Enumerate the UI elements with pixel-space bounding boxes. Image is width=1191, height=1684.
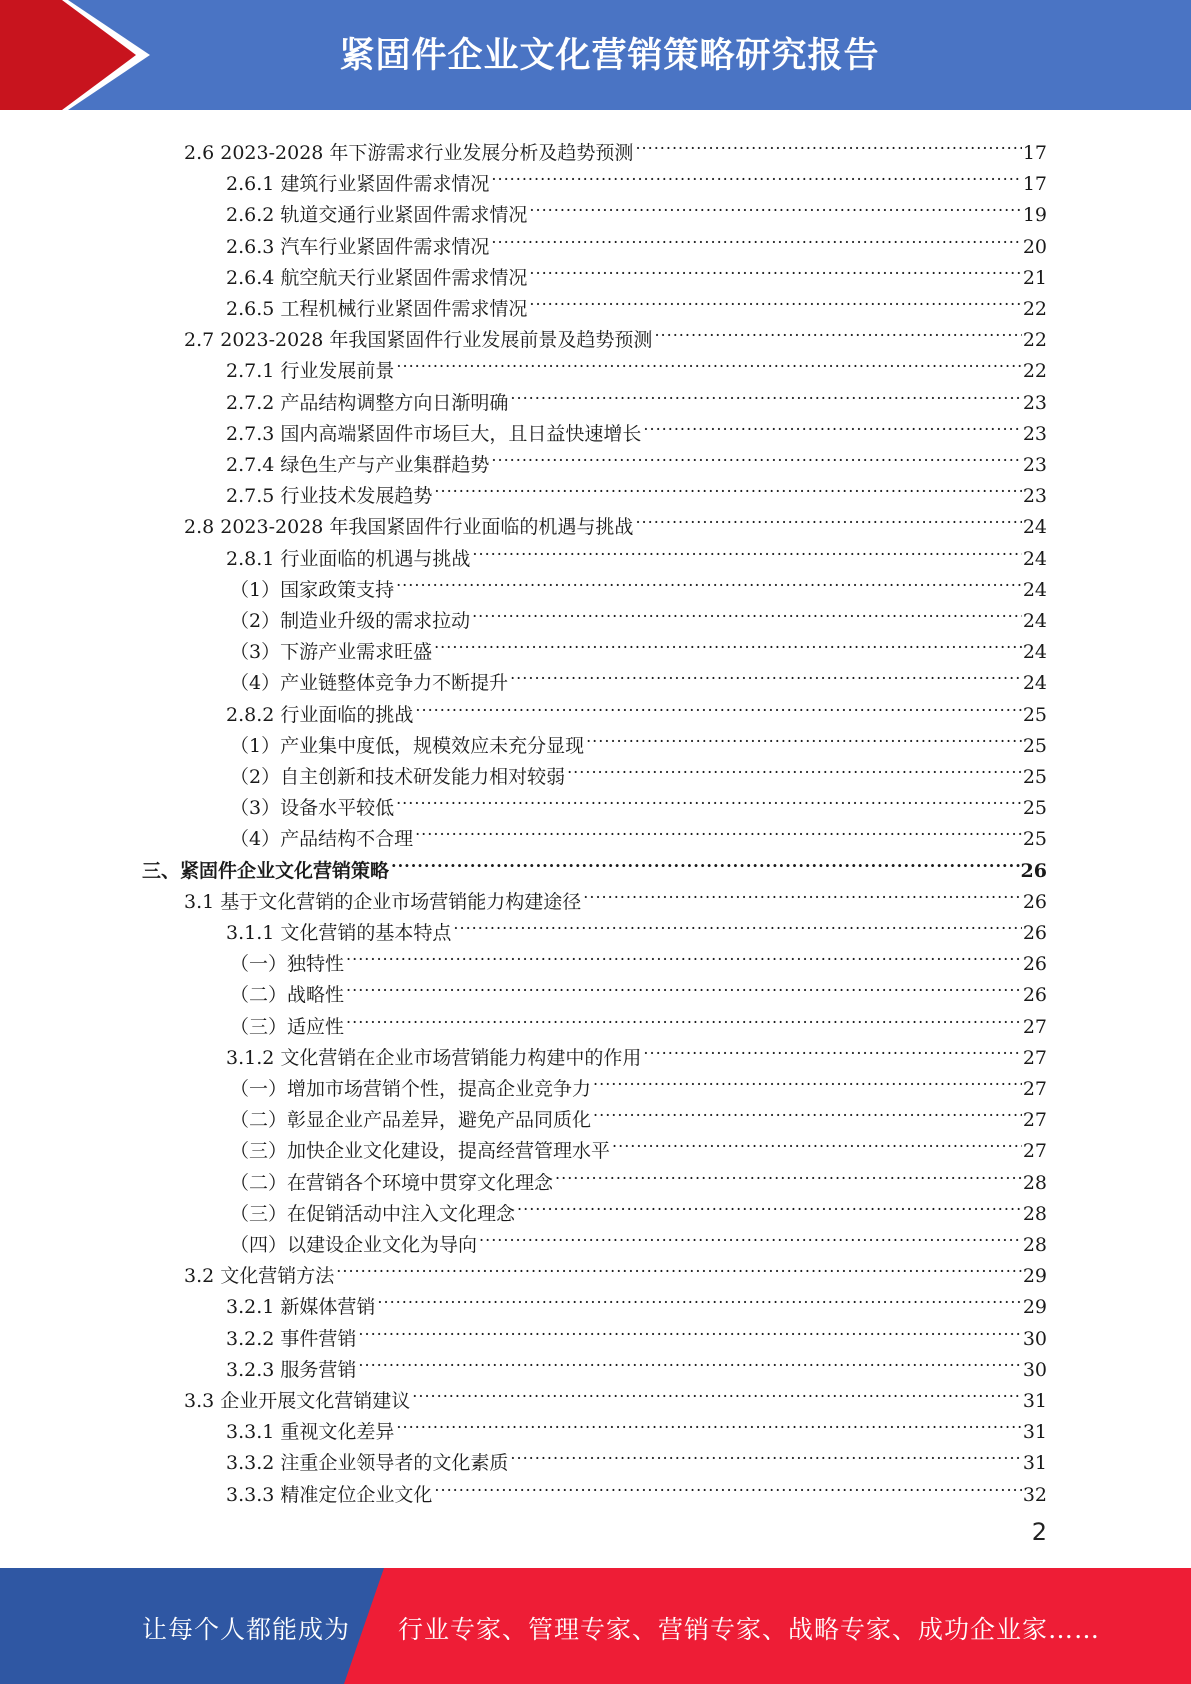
toc-entry-page: 32 — [1022, 1483, 1047, 1506]
toc-entry-page: 17 — [1022, 173, 1047, 196]
toc-entry-title: 2.6 2023-2028 年下游需求行业发展分析及趋势预测 — [184, 142, 634, 164]
toc-entry[interactable] — [226, 440, 1047, 476]
toc-leader-dots — [635, 502, 1021, 533]
toc-entry[interactable] — [230, 814, 1047, 851]
toc-entry[interactable] — [184, 128, 1047, 164]
toc-leader-dots — [517, 1189, 1022, 1220]
toc-entry[interactable] — [226, 346, 1047, 383]
toc-entry[interactable] — [230, 1002, 1047, 1038]
toc-leader-dots — [396, 783, 1022, 814]
toc-entry[interactable] — [230, 1095, 1047, 1132]
toc-entry-page: 24 — [1022, 547, 1047, 570]
toc-entry-page: 24 — [1022, 672, 1047, 695]
toc-leader-dots — [415, 814, 1022, 845]
toc-entry-page: 28 — [1022, 1234, 1047, 1256]
toc-leader-dots — [491, 222, 1021, 253]
toc-entry-page: 24 — [1022, 641, 1047, 664]
toc-entry[interactable] — [230, 565, 1047, 601]
toc-leader-dots — [593, 1095, 1022, 1126]
toc-entry-page: 25 — [1022, 797, 1047, 820]
toc-entry-title: 3.1 基于文化营销的企业市场营销能力构建途径 — [184, 890, 582, 913]
toc-leader-dots — [391, 846, 1020, 877]
toc-leader-dots — [336, 1251, 1022, 1282]
toc-entry-title: 3.2.1 新媒体营销 — [226, 1296, 376, 1319]
toc-leader-dots — [396, 1407, 1021, 1438]
toc-entry[interactable] — [226, 1470, 1047, 1506]
toc-entry[interactable] — [226, 471, 1047, 508]
toc-entry[interactable] — [230, 627, 1047, 664]
toc-entry-page: 26 — [1022, 890, 1047, 913]
toc-entry-title: 3.3 企业开展文化营销建议 — [184, 1390, 411, 1412]
toc-entry-title: 3.2 文化营销方法 — [184, 1265, 335, 1288]
toc-entry-page: 25 — [1022, 766, 1047, 788]
toc-leader-dots — [529, 253, 1021, 284]
toc-entry-page: 30 — [1022, 1358, 1047, 1381]
toc-entry-title: 3.1.2 文化营销在企业市场营销能力构建中的作用 — [226, 1046, 642, 1069]
toc-entry[interactable] — [230, 1189, 1047, 1225]
toc-leader-dots — [612, 1126, 1022, 1157]
toc-entry[interactable] — [230, 1126, 1047, 1163]
toc-entry-title: （2）自主创新和技术研发能力相对较弱 — [230, 766, 566, 788]
toc-entry-title: 2.7 2023-2028 年我国紧固件行业发展前景及趋势预测 — [184, 329, 653, 352]
toc-entry[interactable] — [226, 690, 1047, 726]
toc-leader-dots — [510, 1438, 1021, 1469]
toc-entry-title: （一）增加市场营销个性，提高企业竞争力 — [230, 1078, 592, 1100]
toc-entry-title: （4）产品结构不合理 — [230, 828, 414, 851]
toc-leader-dots — [434, 627, 1022, 658]
toc-leader-dots — [346, 970, 1022, 1001]
toc-entry-title: （三）在促销活动中注入文化理念 — [230, 1202, 516, 1225]
toc-entry-page: 19 — [1022, 204, 1047, 227]
toc-leader-dots — [472, 596, 1022, 627]
toc-leader-dots — [583, 877, 1022, 908]
toc-entry-title: 3.2.2 事件营销 — [226, 1327, 357, 1350]
toc-leader-dots — [412, 1376, 1022, 1407]
toc-entry[interactable] — [184, 502, 1047, 539]
toc-entry-title: 2.6.3 汽车行业紧固件需求情况 — [226, 235, 490, 258]
toc-entry-page: 20 — [1022, 235, 1047, 258]
toc-entry-page: 24 — [1022, 610, 1047, 632]
toc-leader-dots — [434, 471, 1021, 502]
toc-entry-page: 26 — [1022, 984, 1047, 1007]
toc-entry[interactable] — [226, 409, 1047, 445]
toc-leader-dots — [472, 534, 1021, 565]
toc-entry-title: （3）下游产业需求旺盛 — [230, 641, 433, 664]
footer-slogan-right: 行业专家、管理专家、营销专家、战略专家、成功企业家…… — [398, 1615, 1101, 1644]
toc-entry-page: 29 — [1022, 1296, 1047, 1319]
toc-entry[interactable] — [230, 658, 1047, 695]
toc-entry[interactable] — [184, 877, 1047, 913]
toc-entry[interactable] — [184, 1376, 1047, 1412]
footer-banner — [0, 1568, 1191, 1684]
toc-entry[interactable] — [230, 752, 1047, 788]
toc-entry-page: 23 — [1022, 422, 1047, 445]
toc-leader-dots — [510, 658, 1022, 689]
toc-entry-title: （四）以建设企业文化为导向 — [230, 1234, 478, 1256]
toc-leader-dots — [586, 721, 1022, 752]
toc-entry[interactable] — [230, 596, 1047, 632]
toc-entry[interactable] — [226, 253, 1047, 289]
toc-entry[interactable] — [184, 315, 1047, 352]
toc-entry-page: 28 — [1022, 1171, 1047, 1194]
toc-entry-page: 27 — [1022, 1078, 1047, 1100]
toc-entry-page: 31 — [1022, 1421, 1047, 1444]
toc-entry-title: （二）在营销各个环境中贯穿文化理念 — [230, 1171, 554, 1194]
toc-leader-dots — [358, 1314, 1021, 1345]
toc-entry-page: 26 — [1020, 859, 1047, 882]
toc-entry-title: 2.8.2 行业面临的挑战 — [226, 703, 414, 726]
toc-leader-dots — [491, 440, 1021, 471]
toc-entry-page: 27 — [1022, 1046, 1047, 1069]
toc-entry-title: 2.6.1 建筑行业紧固件需求情况 — [226, 173, 490, 196]
toc-entry[interactable] — [226, 1282, 1047, 1319]
toc-leader-dots — [415, 690, 1021, 721]
toc-leader-dots — [346, 939, 1022, 970]
toc-entry-title: （3）设备水平较低 — [230, 797, 395, 820]
toc-leader-dots — [529, 190, 1021, 221]
toc-entry-title: 2.6.5 工程机械行业紧固件需求情况 — [226, 298, 528, 320]
toc-entry-title: 3.1.1 文化营销的基本特点 — [226, 922, 452, 944]
toc-entry-title: （1）产业集中度低，规模效应未充分显现 — [230, 734, 585, 757]
toc-entry-page: 31 — [1022, 1452, 1047, 1475]
toc-entry-title: 2.7.1 行业发展前景 — [226, 360, 395, 383]
toc-entry[interactable] — [226, 1033, 1047, 1069]
toc-entry-title: 2.7.2 产品结构调整方向日渐明确 — [226, 391, 509, 414]
toc-leader-dots — [396, 565, 1022, 596]
toc-entry-title: （二）彰显企业产品差异，避免产品同质化 — [230, 1109, 592, 1132]
toc-leader-dots — [358, 1345, 1021, 1376]
toc-entry-page: 21 — [1022, 266, 1047, 289]
toc-entry-title: 3.3.3 精准定位企业文化 — [226, 1483, 433, 1506]
toc-entry[interactable] — [226, 534, 1047, 570]
toc-leader-dots — [654, 315, 1021, 346]
toc-entry-page: 24 — [1022, 516, 1047, 539]
toc-entry-page: 22 — [1022, 298, 1047, 320]
toc-entry[interactable] — [226, 908, 1047, 944]
toc-entry-page: 24 — [1022, 578, 1047, 601]
toc-entry-title: 2.7.4 绿色生产与产业集群趋势 — [226, 454, 490, 476]
toc-entry-title: （三）加快企业文化建设，提高经营管理水平 — [230, 1140, 611, 1163]
toc-entry-page: 27 — [1022, 1140, 1047, 1163]
toc-entry-page: 27 — [1022, 1109, 1047, 1132]
toc-entry[interactable] — [226, 378, 1047, 414]
toc-leader-dots — [396, 346, 1021, 377]
toc-leader-dots — [555, 1158, 1022, 1189]
toc-entry-title: 2.8.1 行业面临的机遇与挑战 — [226, 547, 471, 570]
toc-leader-dots — [491, 159, 1021, 190]
toc-entry-title: （4）产业链整体竞争力不断提升 — [230, 672, 509, 695]
toc-entry[interactable] — [230, 721, 1047, 757]
toc-entry-page: 17 — [1022, 142, 1047, 164]
toc-entry-title: 2.7.5 行业技术发展趋势 — [226, 485, 433, 508]
toc-leader-dots — [593, 1064, 1022, 1095]
toc-entry-title: 2.7.3 国内高端紧固件市场巨大，且日益快速增长 — [226, 422, 642, 445]
toc-leader-dots — [635, 128, 1021, 159]
toc-entry-page: 28 — [1022, 1202, 1047, 1225]
toc-entry[interactable] — [230, 1220, 1047, 1256]
toc-entry-page: 22 — [1022, 329, 1047, 352]
toc-leader-dots — [643, 1033, 1021, 1064]
toc-entry-title: 2.8 2023-2028 年我国紧固件行业面临的机遇与挑战 — [184, 516, 634, 539]
toc-entry[interactable] — [184, 1251, 1047, 1288]
toc-entry-title: （2）制造业升级的需求拉动 — [230, 610, 471, 632]
toc-entry[interactable] — [226, 190, 1047, 227]
toc-entry[interactable] — [230, 783, 1047, 820]
toc-entry-page: 31 — [1022, 1390, 1047, 1412]
toc-entry-page: 26 — [1022, 922, 1047, 944]
toc-entry-title: 3.3.1 重视文化差异 — [226, 1421, 395, 1444]
toc-entry-page: 25 — [1022, 703, 1047, 726]
toc-entry[interactable] — [226, 1438, 1047, 1475]
toc-entry-title: 3.2.3 服务营销 — [226, 1358, 357, 1381]
toc-entry-title: （一）独特性 — [230, 953, 345, 976]
toc-entry-title: （二）战略性 — [230, 984, 345, 1007]
toc-entry-title: （三）适应性 — [230, 1015, 345, 1038]
toc-entry-page: 23 — [1022, 454, 1047, 476]
toc-leader-dots — [510, 378, 1021, 409]
toc-entry-page: 29 — [1022, 1265, 1047, 1288]
toc-entry-title: 2.6.2 轨道交通行业紧固件需求情况 — [226, 204, 528, 227]
toc-entry[interactable] — [230, 939, 1047, 976]
toc-entry-page: 30 — [1022, 1327, 1047, 1350]
toc-entry-title: 三、紧固件企业文化营销策略 — [142, 859, 390, 882]
toc-entry-page: 25 — [1022, 828, 1047, 851]
toc-entry[interactable] — [226, 159, 1047, 196]
toc-entry-page: 23 — [1022, 391, 1047, 414]
toc-entry[interactable] — [142, 846, 1047, 882]
page-number: 2 — [1031, 1518, 1047, 1546]
toc-leader-dots — [567, 752, 1022, 783]
toc-leader-dots — [479, 1220, 1022, 1251]
toc-entry-title: （1）国家政策支持 — [230, 578, 395, 601]
toc-entry-page: 27 — [1022, 1015, 1047, 1038]
footer-slogan-left: 让每个人都能成为 — [142, 1615, 351, 1644]
toc-entry[interactable] — [226, 222, 1047, 258]
toc-leader-dots — [377, 1282, 1021, 1313]
toc-leader-dots — [453, 908, 1021, 939]
toc-entry[interactable] — [230, 1064, 1047, 1100]
report-title: 紧固件企业文化营销策略研究报告 — [339, 36, 880, 76]
toc-leader-dots — [434, 1470, 1021, 1501]
header-banner — [0, 0, 1191, 110]
toc-entry-page: 22 — [1022, 360, 1047, 383]
toc-entry-page: 25 — [1022, 734, 1047, 757]
toc-entry-page: 26 — [1022, 953, 1047, 976]
toc-entry-page: 23 — [1022, 485, 1047, 508]
toc-entry[interactable] — [230, 970, 1047, 1007]
toc-entry[interactable] — [226, 284, 1047, 320]
toc-entry[interactable] — [230, 1158, 1047, 1194]
toc-entry-title: 3.3.2 注重企业领导者的文化素质 — [226, 1452, 509, 1475]
toc-leader-dots — [346, 1002, 1022, 1033]
toc-entry-title: 2.6.4 航空航天行业紧固件需求情况 — [226, 266, 528, 289]
toc-entry[interactable] — [226, 1407, 1047, 1444]
toc-entry[interactable] — [226, 1314, 1047, 1350]
toc-leader-dots — [529, 284, 1021, 315]
toc-leader-dots — [643, 409, 1021, 440]
toc-entry[interactable] — [226, 1345, 1047, 1381]
